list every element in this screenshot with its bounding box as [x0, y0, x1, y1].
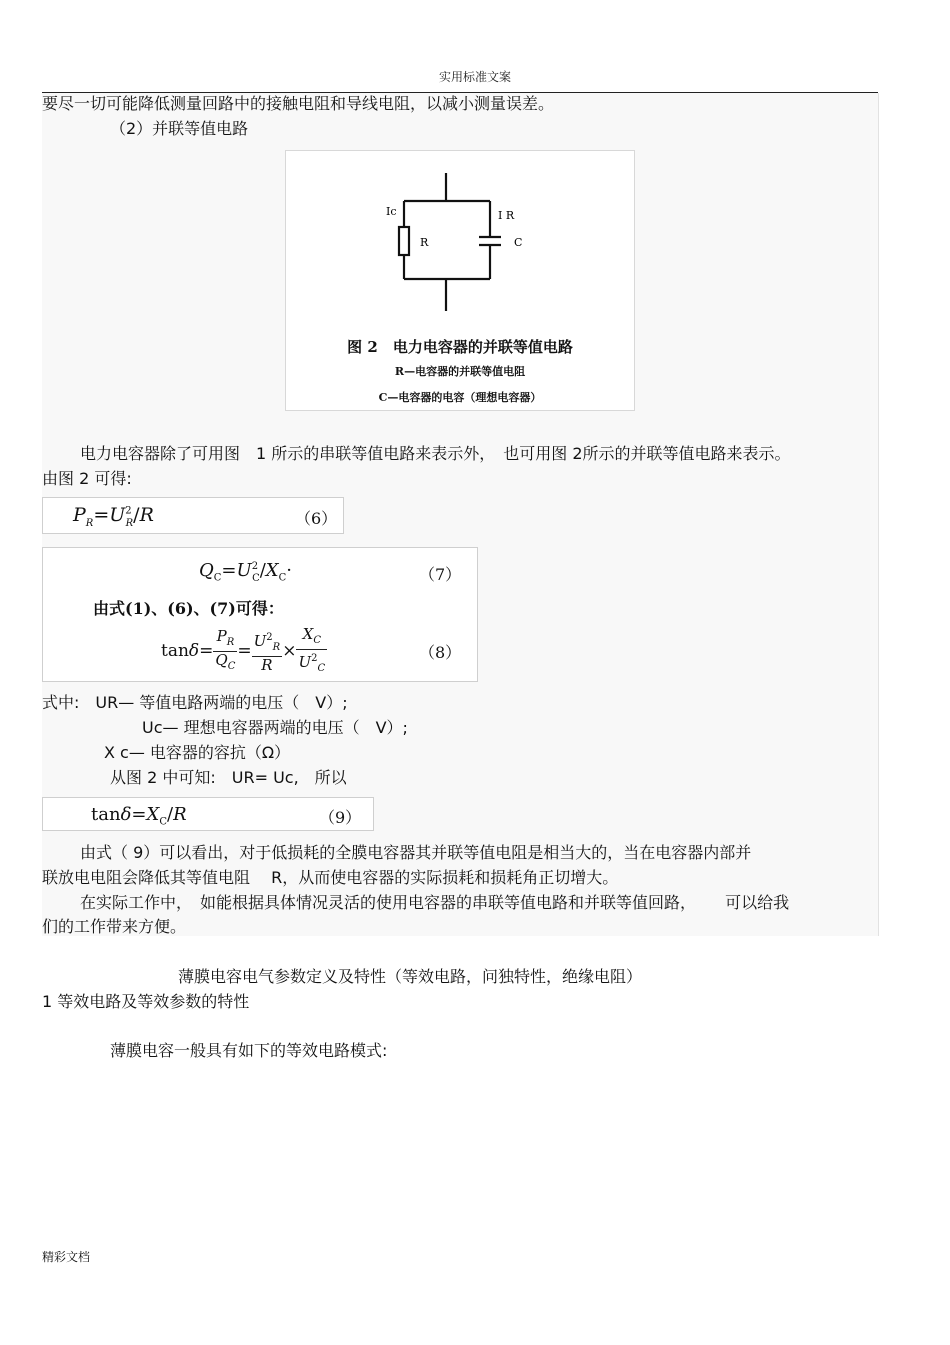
- label-ir: I R: [498, 209, 515, 222]
- figure-parallel-circuit: [285, 150, 635, 411]
- label-r: R: [420, 236, 429, 249]
- equation-9: $\tan\delta=X_C/R$: [91, 804, 187, 828]
- equation-8: tanδ= $\frac{P_R}{Q_C}$ = $\frac{U^2_R}{R}$ × $\frac{X_C}{U^2_C}$: [161, 625, 326, 674]
- where-line-3: X c— 电容器的容抗（Ω）: [104, 743, 291, 762]
- paragraph-2-line-2: 联放电电阻会降低其等值电阻 R，从而使电容器的实际损耗和损耗角正切增大。: [42, 868, 619, 887]
- where-line-2: Uc— 理想电容器两端的电压（ V）;: [142, 718, 408, 737]
- figure-legend-c: C—电容器的电容（理想电容器）: [378, 391, 542, 404]
- paragraph-3-line-1: 在实际工作中， 如能根据具体情况灵活的使用电容器的串联等值电路和并联等值回路， 可以给我: [80, 893, 790, 912]
- equation-8-number: （8）: [419, 643, 462, 662]
- figure-legend-r: R—电容器的并联等值电阻: [394, 365, 526, 378]
- paragraph-1-line-1: 电力电容器除了可用图 1 所示的串联等值电路来表示外， 也可用图 2所示的并联等值电路来表示。: [80, 444, 791, 463]
- paragraph-2-line-1: 由式（ 9）可以看出，对于低损耗的全膜电容器其并联等值电阻是相当大的，当在电容器内部并: [80, 843, 752, 862]
- page-header: 实用标准文案: [438, 70, 511, 84]
- subsection-heading: 1 等效电路及等效参数的特性: [42, 992, 250, 1011]
- page-footer: 精彩文档: [42, 1250, 91, 1264]
- where-line-1: 式中: UR— 等值电路两端的电压（ V）;: [42, 693, 348, 712]
- equation-9-box: [42, 797, 374, 831]
- section-title-film-capacitor: 薄膜电容电气参数定义及特性（等效电路，问独特性，绝缘电阻）: [178, 967, 643, 986]
- section-heading: （2）并联等值电路: [110, 119, 249, 138]
- equation-7-number: （7）: [419, 565, 462, 584]
- circuit-diagram: [286, 151, 634, 311]
- paragraph-4: 薄膜电容一般具有如下的等效电路模式:: [110, 1041, 388, 1060]
- label-c: C: [514, 236, 523, 249]
- equation-6-box: [42, 497, 344, 534]
- equation-6-number: （6）: [295, 509, 338, 528]
- label-ic: Ic: [386, 205, 397, 218]
- intro-line: 要尽一切可能降低测量回路中的接触电阻和导线电阻，以减小测量误差。: [42, 94, 555, 113]
- equation-6: $P_R=U^2_R/R$: [73, 504, 154, 529]
- where-line-4: 从图 2 中可知: UR= Uc, 所以: [110, 768, 347, 787]
- paragraph-3-line-2: 们的工作带来方便。: [42, 917, 187, 936]
- equation-9-number: （9）: [319, 808, 362, 827]
- figure-caption: 图 2 电力电容器的并联等值电路: [347, 338, 573, 356]
- equation-7-8-box: [42, 547, 478, 682]
- derivation-text: 由式(1)、(6)、(7)可得：: [93, 599, 284, 618]
- paragraph-1-line-2: 由图 2 可得:: [42, 469, 132, 488]
- equation-7: $Q_C=U^2_C/X_C\cdot$: [199, 560, 293, 584]
